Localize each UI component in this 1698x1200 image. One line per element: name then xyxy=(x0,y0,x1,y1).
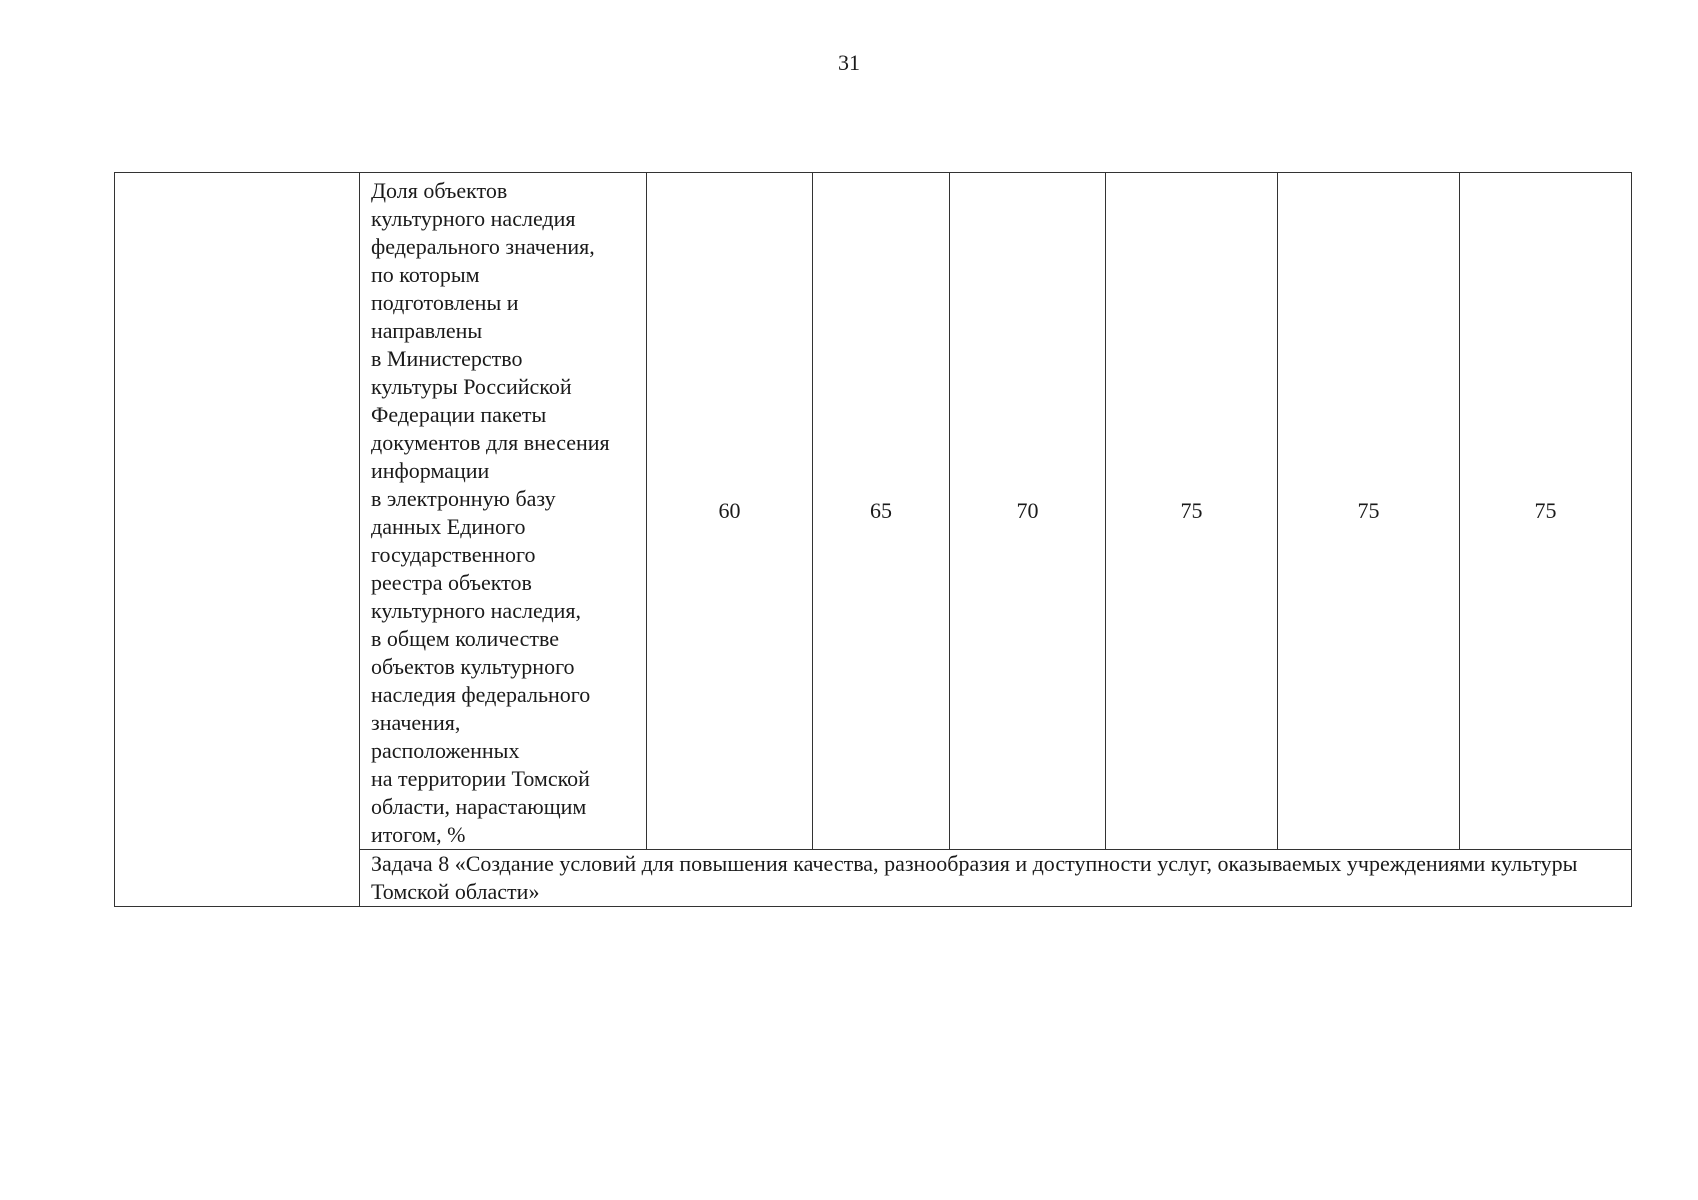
value-cell: 60 xyxy=(647,173,813,850)
indicators-table xyxy=(114,172,1632,907)
value-cell: 70 xyxy=(950,173,1106,850)
table-row xyxy=(115,173,1632,850)
value-cell: 75 xyxy=(1106,173,1278,850)
indicator-description-cell: Доля объектов культурного наследия федерального значения, по которым подготовлены и направлены в Министерство культуры Российской Федерации пакеты документов для внесения информации в электронную базу данных Единого государственного реестра объектов культурного наследия, в общем количестве объектов культурного наследия федерального значения, расположенных на территории Томской области, нарастающим итогом, % xyxy=(360,173,647,850)
task-heading-cell: Задача 8 «Создание условий для повышения качества, разнообразия и доступности услуг, оказываемых учреждениями культуры Томской области» xyxy=(360,850,1632,907)
value-cell: 75 xyxy=(1278,173,1460,850)
empty-first-column-cell xyxy=(115,173,360,907)
page-number: 31 xyxy=(838,50,860,75)
value-cell: 65 xyxy=(813,173,950,850)
value-cell: 75 xyxy=(1460,173,1632,850)
